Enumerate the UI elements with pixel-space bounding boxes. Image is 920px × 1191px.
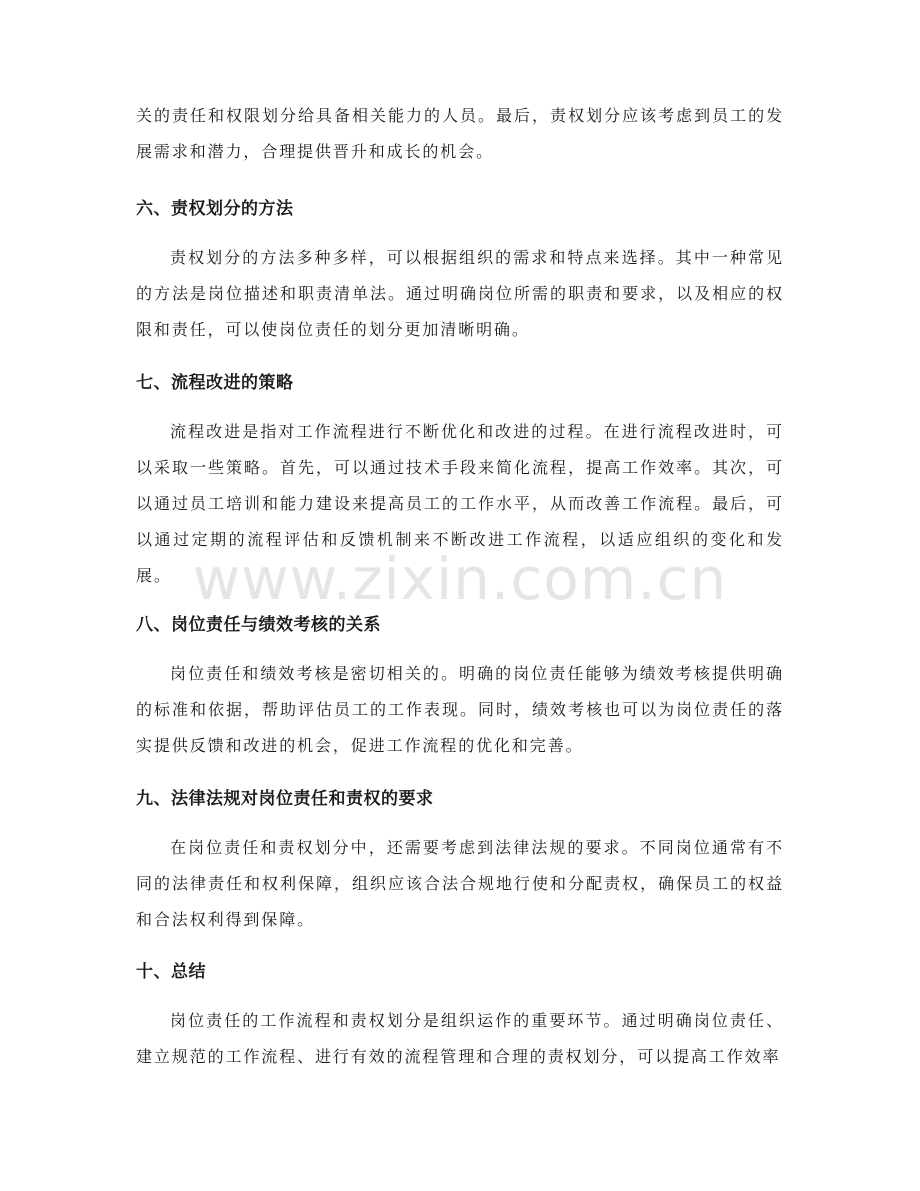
paragraph-continuation: 关的责任和权限划分给具备相关能力的人员。最后，责权划分应该考虑到员工的发展需求和潜力，合理提供晋升和成长的机会。 <box>136 106 784 161</box>
paragraph-section-8: 岗位责任和绩效考核是密切相关的。明确的岗位责任能够为绩效考核提供明确的标准和依据，帮助评估员工的工作表现。同时，绩效考核也可以为岗位责任的落实提供反馈和改进的机会，促进工作流程的优化和完善。 <box>136 664 784 755</box>
watermark: www.zixin.com.cn <box>192 545 728 613</box>
section-heading-9: 九、法律法规对岗位责任和责权的要求 <box>136 789 434 809</box>
section-heading-10: 十、总结 <box>136 962 206 982</box>
section-heading-6: 六、责权划分的方法 <box>136 199 294 219</box>
section-heading-7: 七、流程改进的策略 <box>136 373 294 393</box>
section-heading-8: 八、岗位责任与绩效考核的关系 <box>136 615 381 635</box>
paragraph-section-9: 在岗位责任和责权划分中，还需要考虑到法律法规的要求。不同岗位通常有不同的法律责任和权利保障，组织应该合法合规地行使和分配责权，确保员工的权益和合法权利得到保障。 <box>136 838 784 929</box>
paragraph-section-6: 责权划分的方法多种多样，可以根据组织的需求和特点来选择。其中一种常见的方法是岗位描述和职责清单法。通过明确岗位所需的职责和要求，以及相应的权限和责任，可以使岗位责任的划分更加清晰明确。 <box>136 248 784 339</box>
paragraph-section-7: 流程改进是指对工作流程进行不断优化和改进的过程。在进行流程改进时，可以采取一些策略。首先，可以通过技术手段来简化流程，提高工作效率。其次，可以通过员工培训和能力建设来提高员工的工作水平，从而改善工作流程。最后，可以通过定期的流程评估和反馈机制来不断改进工作流程，以适应组织的变化和发展。 <box>136 422 784 585</box>
paragraph-section-10: 岗位责任的工作流程和责权划分是组织运作的重要环节。通过明确岗位责任、建立规范的工作流程、进行有效的流程管理和合理的责权划分，可以提高工作效率 <box>136 1011 784 1066</box>
